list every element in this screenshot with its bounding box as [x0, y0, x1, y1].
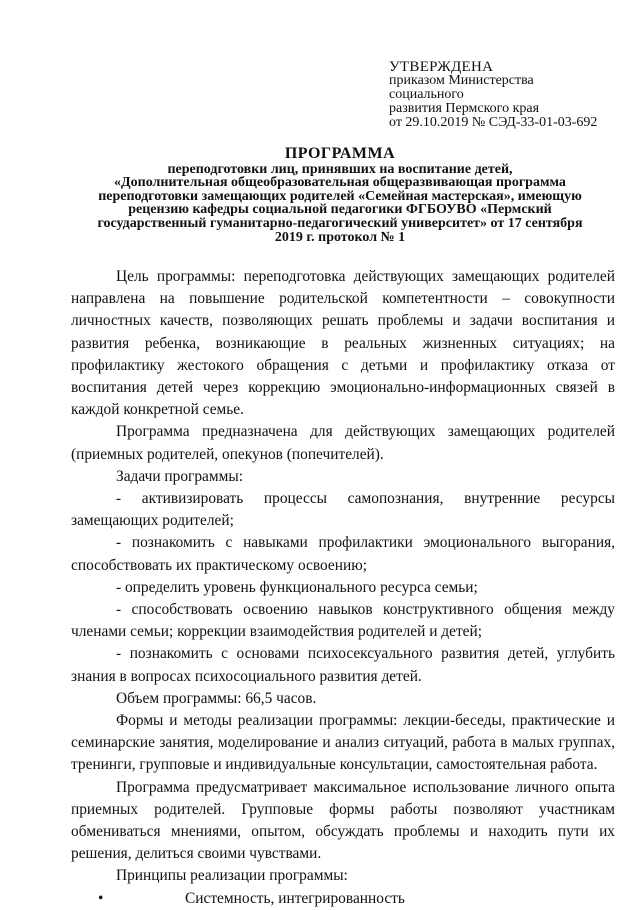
goal-paragraph: Цель программы: переподготовка действующих замещающих родителей направлена на повышение родительской компетентности – совокупности личностных качеств, позволяющих решать проблемы и задачи воспитания и развития ребенка, возникающие в реальных жизненных ситуациях; на профилактику жестокого обращения с детьми и профилактику отказа от воспитания детей через коррекцию эмоционально-информационных связей в каждой конкретной семье.: [71, 268, 615, 419]
task-item: - познакомить с навыками профилактики эмоционального выгорания, способствовать их практическому освоению;: [71, 534, 615, 574]
title-line: «Дополнительная общеобразовательная общеразвивающая программа: [114, 175, 566, 191]
principle-text: Системность, интегрированность: [185, 889, 405, 907]
principles-heading: Принципы реализации программы:: [116, 867, 348, 885]
bullet-icon: •: [98, 889, 104, 907]
volume-paragraph: Объем программы: 66,5 часов.: [116, 689, 317, 707]
principle-item: [71, 888, 615, 910]
approval-heading: УТВЕРЖДЕНА: [389, 59, 494, 75]
approval-line: социального: [389, 87, 464, 102]
experience-paragraph: Программа предусматривает максимальное использование личного опыта приемных родителей. Групповые формы работы позволяют участникам обмениваться мнениями, опытом, обсуждать проблемы и находить пути их решения, делиться своими чувствами.: [71, 778, 615, 863]
intended-paragraph: Программа предназначена для действующих замещающих родителей (приемных родителей, опекунов (попечителей).: [71, 423, 615, 463]
title-line: государственный гуманитарно-педагогический университет» от 17 сентября: [97, 215, 583, 231]
approval-stamp: [389, 60, 639, 130]
task-item: - определить уровень функционального ресурса семьи;: [116, 578, 478, 596]
approval-line: от 29.10.2019 № СЭД-33-01-03-692: [389, 115, 598, 130]
task-item: - познакомить с основами психосексуального развития детей, углубить знания в вопросах психосоциального развития детей.: [71, 645, 615, 685]
task-item: - активизировать процессы самопознания, внутренние ресурсы замещающих родителей;: [71, 490, 615, 530]
tasks-heading: Задачи программы:: [116, 467, 243, 485]
approval-line: развития Пермского края: [389, 101, 540, 116]
title-line: рецензию кафедры социальной педагогики ФГБОУВО «Пермский: [128, 202, 552, 218]
title-line: переподготовки замещающих родителей «Семейная мастерская», имеющую: [98, 188, 582, 204]
title-line: 2019 г. протокол № 1: [274, 229, 406, 245]
title-line: переподготовки лиц, принявших на воспитание детей,: [167, 161, 513, 177]
approval-line: приказом Министерства: [389, 73, 534, 88]
task-item: - способствовать освоению навыков конструктивного общения между членами семьи; коррекции взаимодействия родителей и детей;: [71, 601, 615, 641]
document-title: [70, 147, 610, 244]
document-body: [71, 266, 615, 910]
forms-paragraph: Формы и методы реализации программы: лекции-беседы, практические и семинарские занятия, моделирование и анализ ситуаций, работа в малых группах, тренинги, групповые и индивидуальные консультации, самостоятельная работа.: [71, 712, 615, 774]
title-main: ПРОГРАММА: [284, 145, 396, 162]
